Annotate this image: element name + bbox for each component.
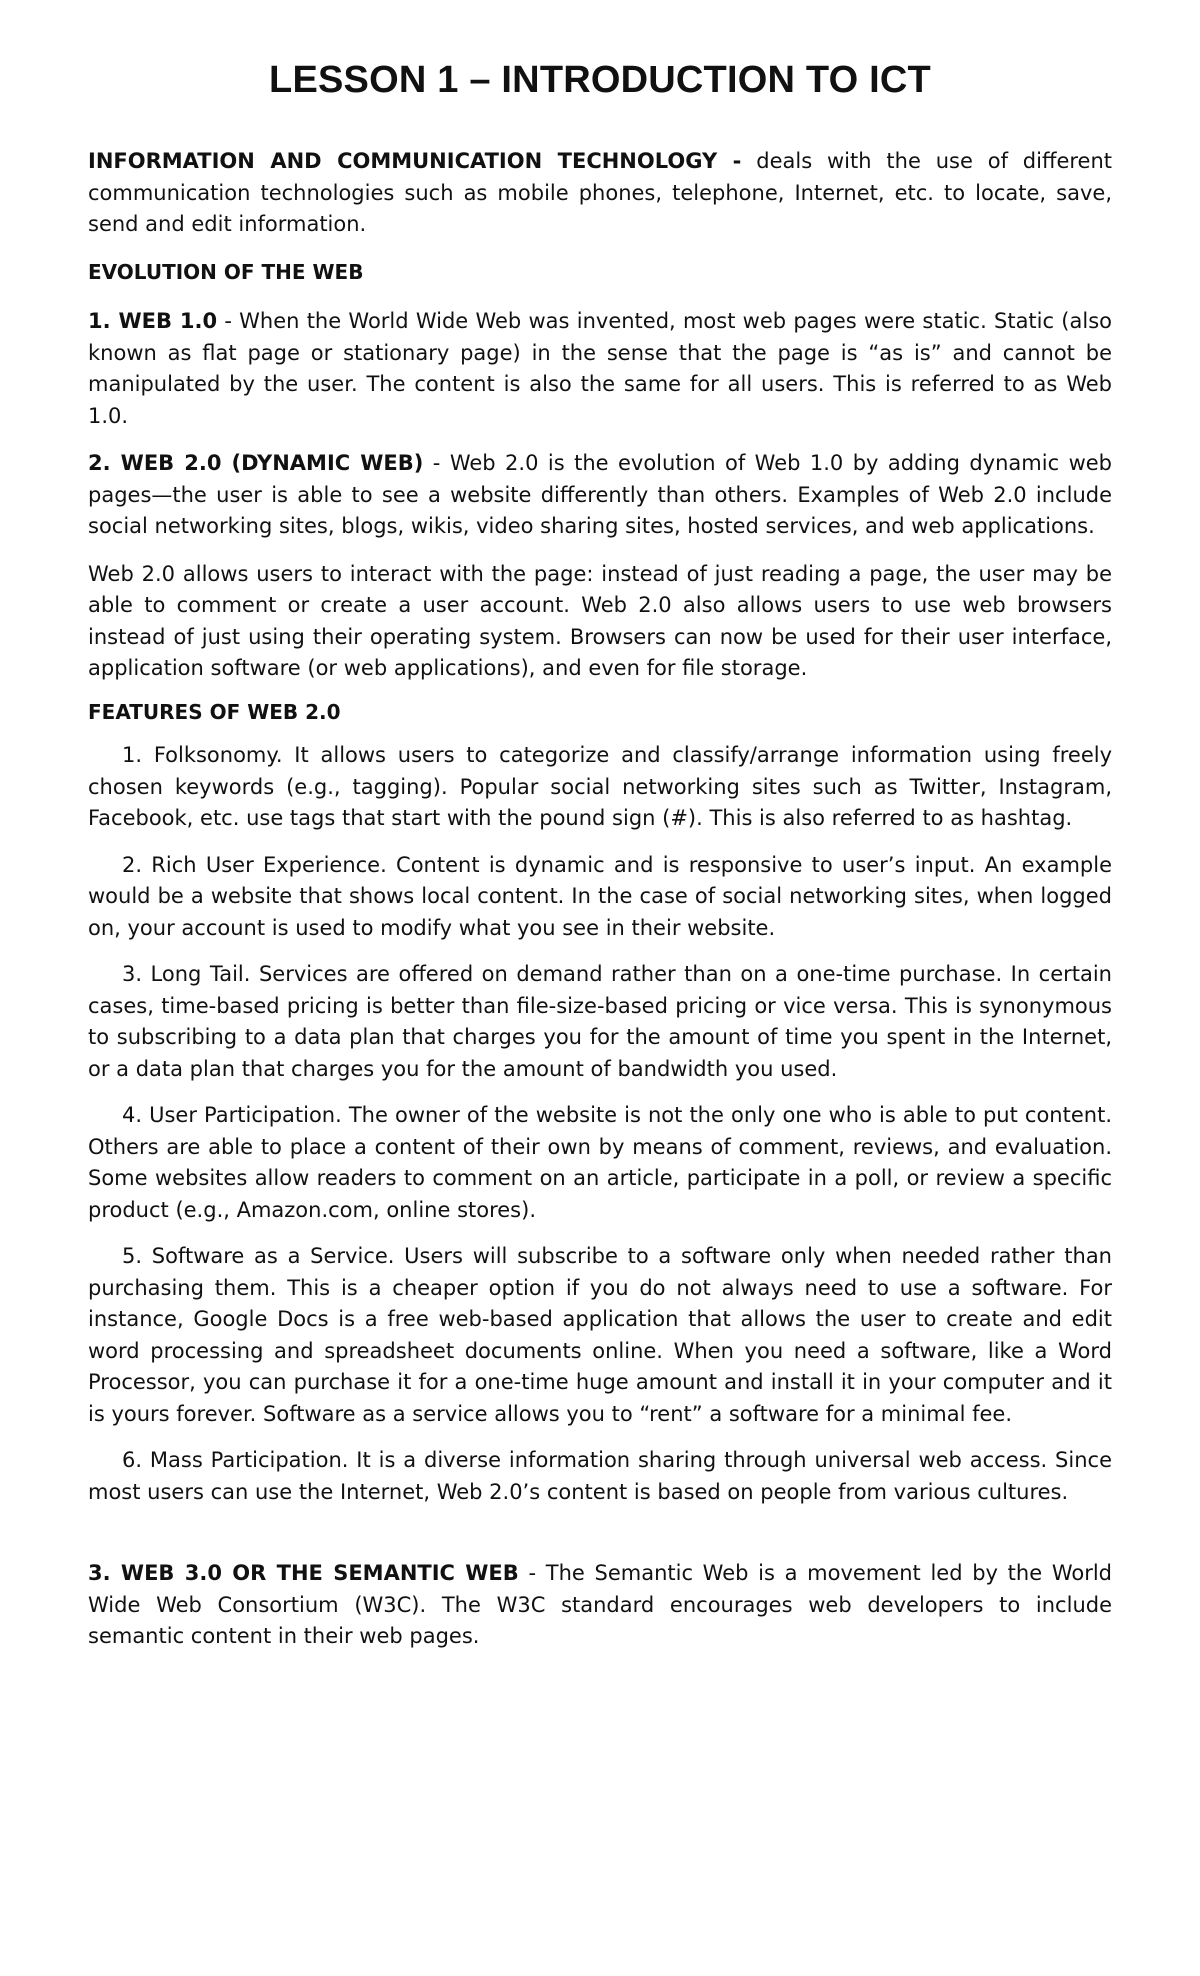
features-heading: FEATURES OF WEB 2.0 <box>88 699 341 724</box>
feature-item: 5. Software as a Service. Users will subscribe to a software only when needed rather than purchasing them. This is a cheaper option if you do not always need to use a software. For instance, Google Docs is a free web-based application that allows the user to create and edit word processing and spreadsheet documents online. When you need a software, like a Word Processor, you can purchase it for a one-time huge amount and install it in your computer and it is yours forever. Software as a service allows you to “rent” a software for a minimal fee. <box>88 1244 1112 1426</box>
ict-term: INFORMATION AND COMMUNICATION TECHNOLOGY - <box>88 149 742 173</box>
feature-item: 2. Rich User Experience. Content is dynamic and is responsive to user’s input. An example would be a website that shows local content. In the case of social networking sites, when logged on, your account is used to modify what you see in their website. <box>88 852 1112 940</box>
web2-paragraph-2: Web 2.0 allows users to interact with the page: instead of just reading a page, the user may be able to comment or create a user account. Web 2.0 also allows users to use web browsers instead of just using their operating system. Browsers can now be used for their user interface, application software (or web applications), and even for file storage. <box>88 561 1112 680</box>
web2-text: - Web 2.0 is the evolution of Web 1.0 by adding dynamic web pages—the user is able to see a website differently than others. Examples of Web 2.0 include social networking sites, blogs, wikis, video sharing sites, hosted services, and web applications. <box>88 451 1112 538</box>
web2-term: 2. WEB 2.0 (DYNAMIC WEB) <box>88 451 424 475</box>
feature-item: 3. Long Tail. Services are offered on demand rather than on a one-time purchase. In certain cases, time-based pricing is better than file-size-based pricing or vice versa. This is synonymous to subscribing to a data plan that charges you for the amount of time you spent in the Internet, or a data plan that charges you for the amount of bandwidth you used. <box>88 962 1112 1081</box>
web1-text: - When the World Wide Web was invented, most web pages were static. Static (also known as flat page or stationary page) in the sense that the page is “as is” and cannot be manipulated by the user. The content is also the same for all users. This is referred to as Web 1.0. <box>88 309 1112 428</box>
evolution-heading: EVOLUTION OF THE WEB <box>88 259 364 284</box>
document-page <box>88 52 1112 1653</box>
feature-item: 4. User Participation. The owner of the website is not the only one who is able to put content. Others are able to place a content of their own by means of comment, reviews, and evaluation. Some websites allow readers to comment on an article, participate in a poll, or review a specific product (e.g., Amazon.com, online stores). <box>88 1103 1112 1222</box>
web1-term: 1. WEB 1.0 <box>88 309 218 333</box>
web3-paragraph <box>88 1558 1112 1653</box>
ict-definition <box>88 146 1112 241</box>
page-title: LESSON 1 – INTRODUCTION TO ICT <box>269 59 931 101</box>
feature-item: 1. Folksonomy. It allows users to categorize and classify/arrange information using freely chosen keywords (e.g., tagging). Popular social networking sites such as Twitter, Instagram, Facebook, etc. use tags that start with the pound sign (#). This is also referred to as hashtag. <box>88 743 1112 830</box>
feature-item: 6. Mass Participation. It is a diverse information sharing through universal web access. Since most users can use the Internet, Web 2.0’s content is based on people from various cultures. <box>88 1448 1112 1504</box>
web3-term: 3. WEB 3.0 OR THE SEMANTIC WEB <box>88 1561 519 1585</box>
web1-paragraph <box>88 306 1112 432</box>
web2-paragraph <box>88 448 1112 543</box>
web3-text: - The Semantic Web is a movement led by the World Wide Web Consortium (W3C). The W3C standard encourages web developers to include semantic content in their web pages. <box>88 1561 1112 1648</box>
ict-text: deals with the use of different communication technologies such as mobile phones, telephone, Internet, etc. to locate, save, send and edit information. <box>88 149 1112 236</box>
